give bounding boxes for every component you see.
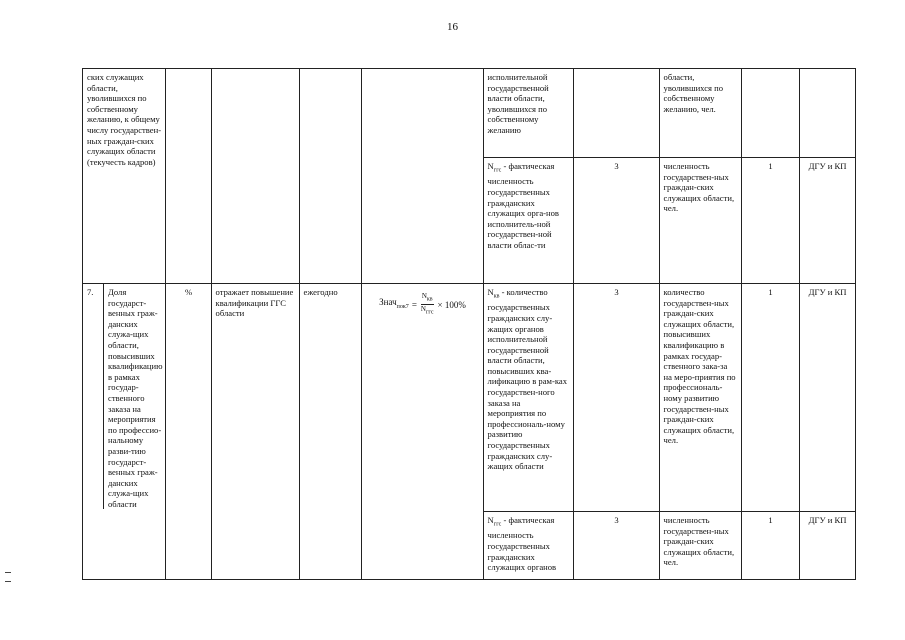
responsible-org-cell (799, 512, 855, 580)
variable-symbol: $N_{ггс}$ (487, 161, 502, 174)
indicator-name-cell (83, 69, 166, 284)
responsible-org-cell (799, 284, 855, 512)
value-cell (741, 512, 799, 580)
unit-cell (165, 284, 211, 580)
source-code-cell (573, 512, 659, 580)
responsible-org: ДГУ и КП (808, 161, 847, 171)
variable-desc: исполнительной государственной власти области, уволившихся по собственному желанию (487, 72, 549, 135)
formula-cell (361, 69, 483, 284)
indicator-name: ских служащих области, уволившихся по собственному желанию, к общему числу государствен-ных граждан-ских служащих области (текучесть кадров) (87, 72, 162, 167)
period: ежегодно (303, 287, 338, 297)
indicator-table (82, 68, 856, 580)
value: 1 (768, 161, 773, 171)
variable-detail-cell (659, 69, 741, 158)
value-cell (741, 284, 799, 512)
period-cell (299, 284, 361, 580)
purpose-cell (211, 69, 299, 284)
unit-cell (165, 69, 211, 284)
table-row (83, 69, 856, 158)
variable-symbol: $N_{ггс}$ (487, 515, 502, 528)
value-cell (741, 69, 799, 158)
row-number: 7. (87, 287, 94, 297)
variable-detail: количество государствен-ных граждан-ских служащих области, повысивших квалификацию в рамках государ-ственного зака-за на меро-приятия по профессиональ-ному развитию государствен-ных граждан-ских служащих области, чел. (663, 287, 736, 446)
source-code: 3 (614, 515, 619, 525)
responsible-org: ДГУ и КП (808, 515, 847, 525)
variable-desc: - фактическая численность государственных гражданских служащих орга-нов исполнитель-ной государствен-ной власти облас-ти (487, 161, 559, 250)
responsible-org: ДГУ и КП (808, 287, 847, 297)
source-code: 3 (614, 287, 619, 297)
source-code-cell (573, 69, 659, 158)
variable-desc-cell (483, 284, 573, 512)
value: 1 (768, 515, 773, 525)
variable-symbol: $N_{кв}$ (487, 287, 500, 300)
table-row (83, 284, 856, 512)
formula-fraction: $\frac{N_{кв}}{N_{ггс}}$ (420, 292, 434, 316)
variable-desc-cell (483, 158, 573, 284)
source-code-cell (573, 158, 659, 284)
variable-desc: - количество государственных гражданских слу-жащих органов исполнительной государственной власти области, повысивших ква-лификацию в рам-ках государствен-ного заказа на мероприятия по профессиональ-ному развитию государственных гражданских слу-жащих области (487, 287, 567, 472)
margin-mark (5, 581, 11, 582)
variable-detail-cell (659, 512, 741, 580)
variable-desc-cell (483, 69, 573, 158)
variable-detail: численность государствен-ных граждан-ских служащих области, чел. (663, 515, 735, 568)
variable-desc: - фактическая численность государственных гражданских служащих органов (487, 515, 557, 573)
purpose-cell (211, 284, 299, 580)
responsible-org-cell (799, 69, 855, 158)
period-cell (299, 69, 361, 284)
indicator-name-cell (83, 284, 166, 580)
source-code: 3 (614, 161, 619, 171)
purpose: отражает повышение квалификации ГГС области (215, 287, 294, 319)
margin-mark (5, 572, 11, 573)
value: 1 (768, 287, 773, 297)
variable-detail: численность государствен-ных граждан-ских служащих области, чел. (663, 161, 735, 214)
variable-desc-cell (483, 512, 573, 580)
responsible-org-cell (799, 158, 855, 284)
formula-cell (361, 284, 483, 580)
unit: % (184, 287, 193, 297)
indicator-name: Доля государст-венных граж-данских служа-щих области, повысивших квалификацию в рамках государ-ственного заказа на мероприятия по профессио-нальному разви-тию государст-венных граж-данских служа-щих области (103, 284, 165, 509)
variable-detail-cell (659, 158, 741, 284)
source-code-cell (573, 284, 659, 512)
variable-detail: области, уволившихся по собственному желанию, чел. (663, 72, 724, 114)
page-number: 16 (447, 21, 458, 33)
formula: Знач$_{пок7}$ = $\frac{N_{кв}}{N_{ггс}}$ × 100% (379, 292, 466, 316)
value-cell (741, 158, 799, 284)
variable-detail-cell (659, 284, 741, 512)
